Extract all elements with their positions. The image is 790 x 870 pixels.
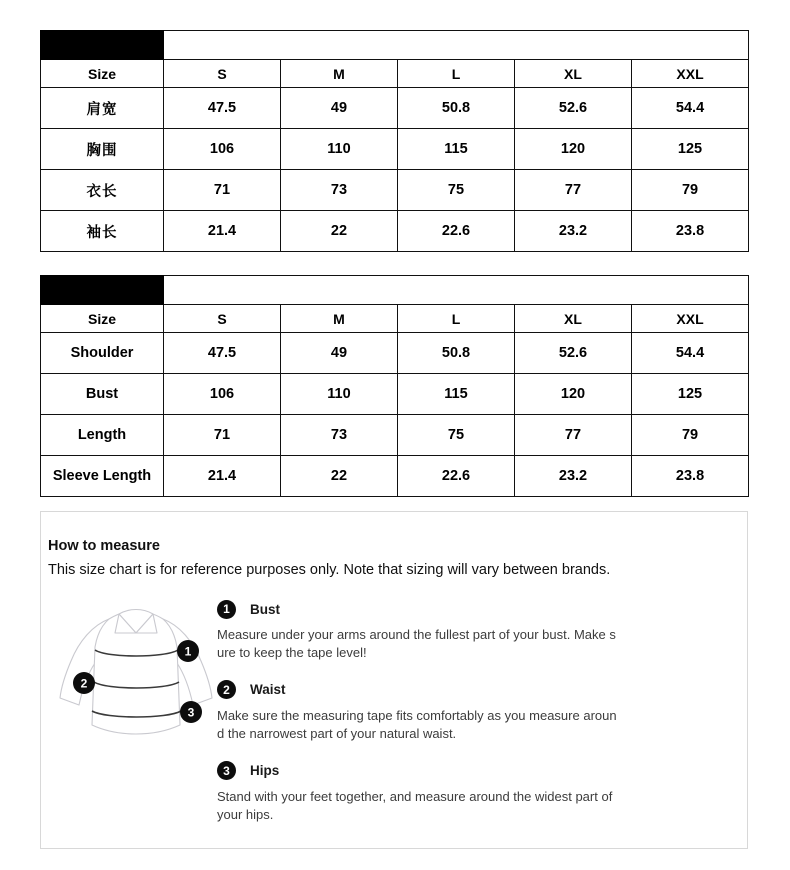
table-en-header-xl: XL <box>515 305 632 333</box>
table-cn-row2-m: 73 <box>281 170 398 211</box>
table-cn-row3-m: 22 <box>281 211 398 252</box>
table-en-row3-s: 21.4 <box>164 456 281 497</box>
size-chart-disclaimer: This size chart is for reference purposes only. Note that sizing will vary between brands. <box>48 562 611 578</box>
table-cn-row2-l: 75 <box>398 170 515 211</box>
table-en-row1-l: 115 <box>398 374 515 415</box>
table-cn-row3-label: 袖长 <box>41 211 164 252</box>
step-3-description: Stand with your feet together, and measure around the widest part of your hips. <box>217 788 613 822</box>
table-en-row0-label: Shoulder <box>41 333 164 374</box>
table-en-header-row <box>41 305 749 333</box>
table-en-unit-label: CM <box>41 276 164 305</box>
table-cn-row2-s: 71 <box>164 170 281 211</box>
table-cn-row0-label: 肩宽 <box>41 88 164 129</box>
table-row <box>41 456 749 497</box>
table-cn-header-xl: XL <box>515 60 632 88</box>
table-en-row2-xl: 77 <box>515 415 632 456</box>
measure-steps-list <box>217 599 637 842</box>
table-row <box>41 211 749 252</box>
table-en-row1-m: 110 <box>281 374 398 415</box>
table-en-row2-label: Length <box>41 415 164 456</box>
step-1-name: Bust <box>250 601 280 617</box>
table-en-row2-l: 75 <box>398 415 515 456</box>
table-en-row0-m: 49 <box>281 333 398 374</box>
table-cn-row1-s: 106 <box>164 129 281 170</box>
table-cn-row2-label: 衣长 <box>41 170 164 211</box>
table-en-row1-xl: 120 <box>515 374 632 415</box>
table-en-header-size: Size <box>41 305 164 333</box>
table-cn-row0-s: 47.5 <box>164 88 281 129</box>
table-row <box>41 333 749 374</box>
step-3-head <box>217 761 637 781</box>
table-en-row0-l: 50.8 <box>398 333 515 374</box>
table-en-header-xxl: XXL <box>632 305 749 333</box>
table-cn-header-l: L <box>398 60 515 88</box>
table-en-row1-s: 106 <box>164 374 281 415</box>
step-2-name: Waist <box>250 682 286 698</box>
table-cn-row0-xxl: 54.4 <box>632 88 749 129</box>
table-cn-row1-xl: 120 <box>515 129 632 170</box>
table-cn-row1-xxl: 125 <box>632 129 749 170</box>
table-en-row2-m: 73 <box>281 415 398 456</box>
table-en-row1-xxl: 125 <box>632 374 749 415</box>
table-en-unit-row <box>41 276 749 305</box>
table-en-row1-label: Bust <box>41 374 164 415</box>
table-cn-header-row <box>41 60 749 88</box>
step-3-badge-icon: 3 <box>217 761 236 780</box>
table-cn-row3-s: 21.4 <box>164 211 281 252</box>
measure-step-bust <box>217 599 637 662</box>
table-en-row0-xxl: 54.4 <box>632 333 749 374</box>
callout-2-number: 2 <box>80 676 88 691</box>
table-cn-row2-xxl: 79 <box>632 170 749 211</box>
step-3-name: Hips <box>250 763 280 779</box>
table-row <box>41 88 749 129</box>
callout-1-number: 1 <box>184 644 192 659</box>
illustration-callout-3 <box>180 701 202 723</box>
table-cn-row0-m: 49 <box>281 88 398 129</box>
step-1-description: Measure under your arms around the fullest part of your bust. Make sure to keep the tape level! <box>217 627 616 660</box>
step-2-badge-icon: 2 <box>217 680 236 699</box>
table-en-row3-xxl: 23.8 <box>632 456 749 497</box>
table-en-header-s: S <box>164 305 281 333</box>
table-en-row3-label: Sleeve Length <box>41 456 164 497</box>
table-cn-row1-l: 115 <box>398 129 515 170</box>
table-cn-row1-m: 110 <box>281 129 398 170</box>
step-2-description: Make sure the measuring tape fits comfortably as you measure around the narrowest part of your natural waist. <box>217 707 617 741</box>
table-cn-unit-blank <box>164 31 749 60</box>
how-to-measure-title: How to measure <box>48 538 160 554</box>
table-row <box>41 129 749 170</box>
callout-3-number: 3 <box>187 705 195 720</box>
step-1-head <box>217 599 637 619</box>
table-row <box>41 415 749 456</box>
table-en-row0-xl: 52.6 <box>515 333 632 374</box>
table-cn-row3-xl: 23.2 <box>515 211 632 252</box>
table-en-row3-l: 22.6 <box>398 456 515 497</box>
measure-step-hips <box>217 761 637 824</box>
table-cn-unit-row <box>41 31 749 60</box>
table-en-row2-s: 71 <box>164 415 281 456</box>
shirt-diagram-svg <box>49 597 224 747</box>
table-row <box>41 374 749 415</box>
illustration-callout-1 <box>177 640 199 662</box>
table-cn-row3-xxl: 23.8 <box>632 211 749 252</box>
step-1-badge-icon: 1 <box>217 600 236 619</box>
table-cn-row0-xl: 52.6 <box>515 88 632 129</box>
table-row <box>41 170 749 211</box>
garment-illustration <box>49 597 224 747</box>
table-cn-row3-l: 22.6 <box>398 211 515 252</box>
table-cn-header-xxl: XXL <box>632 60 749 88</box>
table-cn-header-size: Size <box>41 60 164 88</box>
table-en-row3-m: 22 <box>281 456 398 497</box>
how-to-measure-panel <box>40 511 748 849</box>
illustration-callout-2 <box>73 672 95 694</box>
step-2-head <box>217 680 637 700</box>
table-en-row2-xxl: 79 <box>632 415 749 456</box>
table-cn-row2-xl: 77 <box>515 170 632 211</box>
table-en-row3-xl: 23.2 <box>515 456 632 497</box>
table-cn-row0-l: 50.8 <box>398 88 515 129</box>
table-en-unit-blank <box>164 276 749 305</box>
table-cn-header-s: S <box>164 60 281 88</box>
table-en-row0-s: 47.5 <box>164 333 281 374</box>
measure-step-waist <box>217 680 637 743</box>
table-en-header-m: M <box>281 305 398 333</box>
table-en-header-l: L <box>398 305 515 333</box>
table-cn-header-m: M <box>281 60 398 88</box>
table-cn-row1-label: 胸围 <box>41 129 164 170</box>
size-table-english <box>40 275 749 497</box>
table-cn-unit-label: CM（单位） <box>41 31 164 60</box>
size-table-chinese <box>40 30 749 252</box>
